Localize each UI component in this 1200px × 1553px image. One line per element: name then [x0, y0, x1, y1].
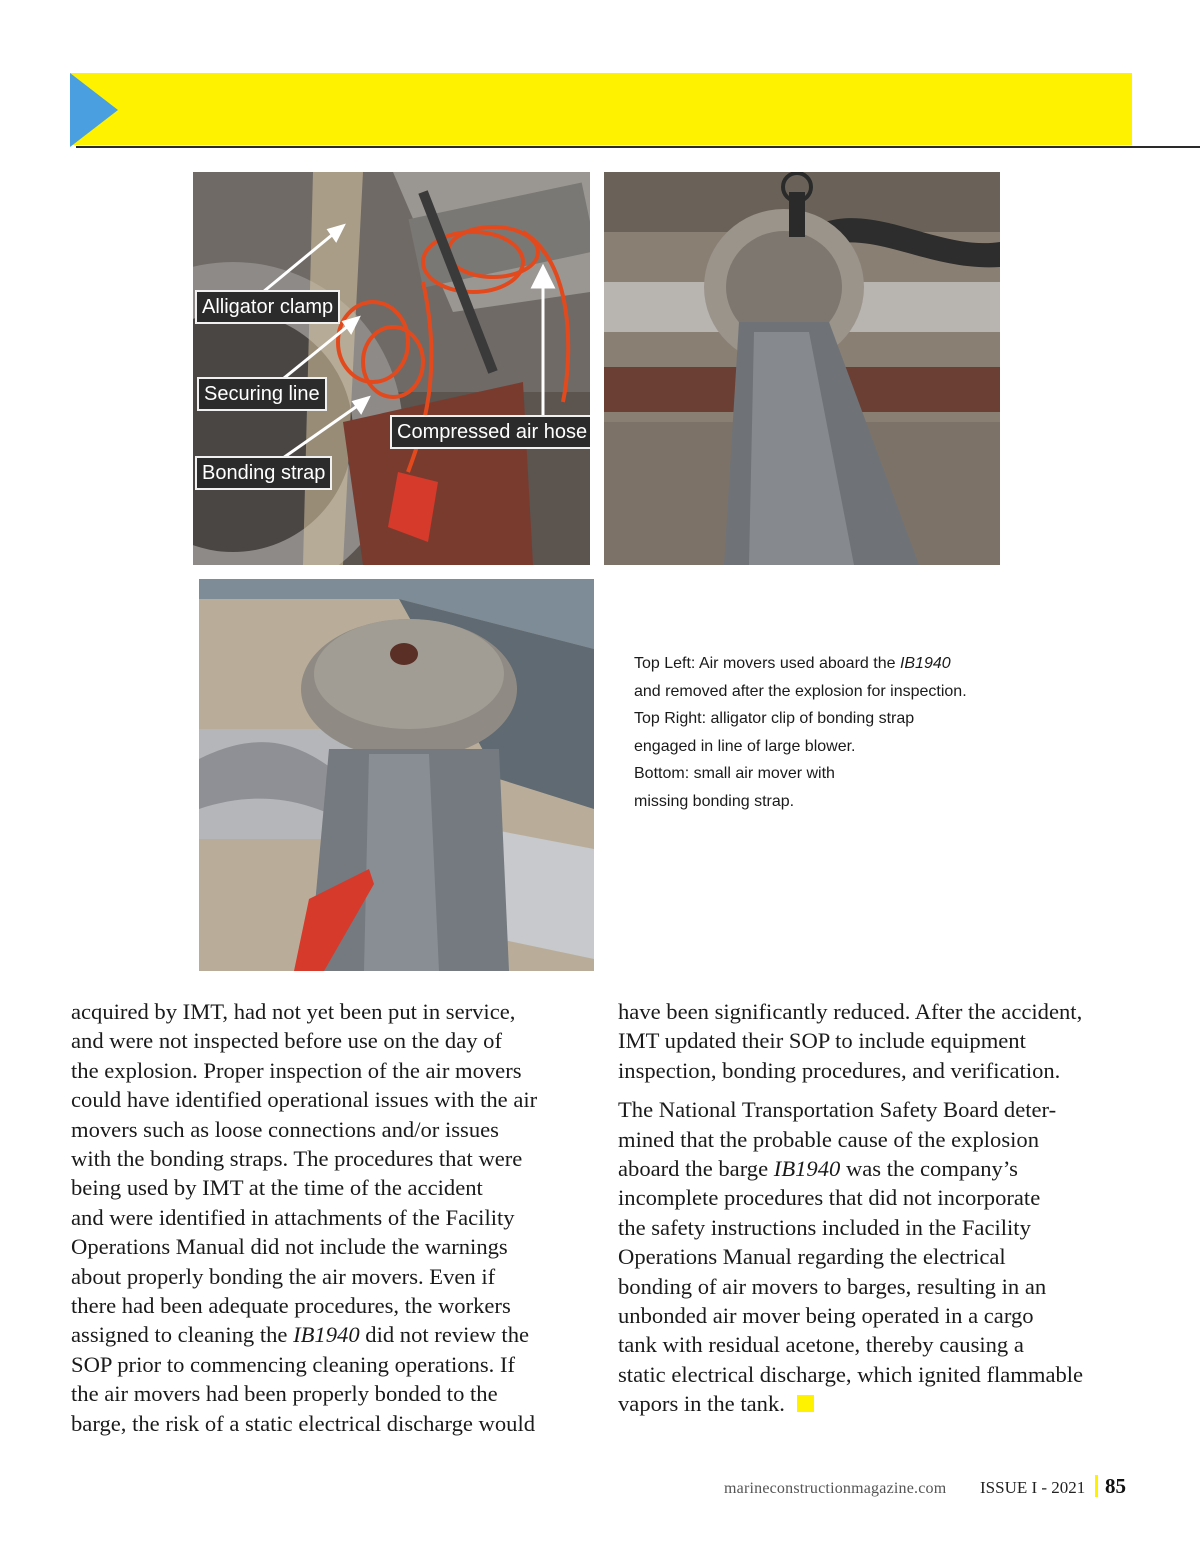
text-line: incomplete procedures that did not incorporate [618, 1185, 1041, 1211]
text-line: aboard the barge IB1940 was the company’s [618, 1156, 1018, 1182]
label-securing-line: Securing line [197, 377, 327, 411]
text-line: Operations Manual did not include the warnings [71, 1234, 508, 1260]
caption-line-1: Top Left: Air movers used aboard the IB1940 [634, 655, 951, 672]
text-line: assigned to cleaning the IB1940 did not review the [71, 1322, 530, 1348]
text-line: SOP prior to commencing cleaning operations. If [71, 1351, 516, 1377]
photo-caption [634, 650, 1034, 816]
section-banner [70, 73, 1132, 145]
text-line: with the bonding straps. The procedures that were [71, 1146, 523, 1172]
text-line: Operations Manual regarding the electrical [618, 1244, 1006, 1270]
chevron-arrow-icon [70, 73, 118, 147]
text-line: bonding of air movers to barges, resulting in an [618, 1273, 1047, 1299]
text-line: have been significantly reduced. After the accident, [618, 999, 1083, 1024]
text-line: vapors in the tank. [618, 1389, 1138, 1418]
text-line: being used by IMT at the time of the accident [71, 1175, 483, 1201]
photo-air-mover-labeled [193, 172, 590, 565]
article-column-right [618, 997, 1138, 1419]
text-line: movers such as loose connections and/or issues [71, 1116, 499, 1142]
photo-small-air-mover [199, 579, 594, 971]
paragraph [618, 997, 1138, 1085]
page-number: 85 [1105, 1474, 1126, 1498]
text-line: about properly bonding the air movers. Even if [71, 1263, 496, 1289]
caption-line-3: Top Right: alligator clip of bonding strap [634, 710, 915, 728]
paragraph [618, 1095, 1138, 1418]
text-line: static electrical discharge, which ignited flammable [618, 1361, 1084, 1387]
caption-line-6: missing bonding strap. [634, 792, 795, 810]
text-line: tank with residual acetone, thereby causing a [618, 1332, 1024, 1358]
text-line: acquired by IMT, had not yet been put in service, [71, 999, 516, 1024]
footer-site-url: marineconstructionmagazine.com [724, 1480, 947, 1497]
footer-issue: ISSUE I - 2021 [980, 1478, 1086, 1497]
text-line: and were identified in attachments of the Facility [71, 1204, 515, 1230]
photo-large-blower [604, 172, 1000, 565]
text-line: the air movers had been properly bonded to the [71, 1381, 498, 1407]
text-line: there had been adequate procedures, the workers [71, 1293, 511, 1319]
text-line: and were not inspected before use on the day of [71, 1028, 503, 1054]
text-line: mined that the probable cause of the explosion [618, 1126, 1039, 1152]
end-of-article-square-icon [797, 1395, 814, 1412]
label-alligator-clamp: Alligator clamp [195, 290, 340, 324]
article-column-left [71, 997, 591, 1438]
text-line: inspection, bonding procedures, and verification. [618, 1057, 1061, 1083]
text-line: barge, the risk of a static electrical discharge would [71, 1410, 536, 1436]
label-bonding-strap: Bonding strap [195, 456, 332, 490]
footer-divider [1095, 1475, 1098, 1497]
text-line: unbonded air mover being operated in a cargo [618, 1303, 1034, 1329]
text-line: could have identified operational issues with the air [71, 1087, 538, 1113]
text-line: The National Transportation Safety Board deter- [618, 1097, 1057, 1123]
label-compressed-air-hose: Compressed air hose [390, 415, 590, 449]
caption-line-2: and removed after the explosion for inspection. [634, 682, 967, 700]
text-line: IMT updated their SOP to include equipment [618, 1028, 1026, 1054]
text-line: the safety instructions included in the Facility [618, 1214, 1031, 1240]
text-line: the explosion. Proper inspection of the air movers [71, 1057, 522, 1083]
banner-rule [76, 146, 1200, 148]
caption-line-5: Bottom: small air mover with [634, 765, 835, 783]
caption-line-4: engaged in line of large blower. [634, 737, 856, 755]
